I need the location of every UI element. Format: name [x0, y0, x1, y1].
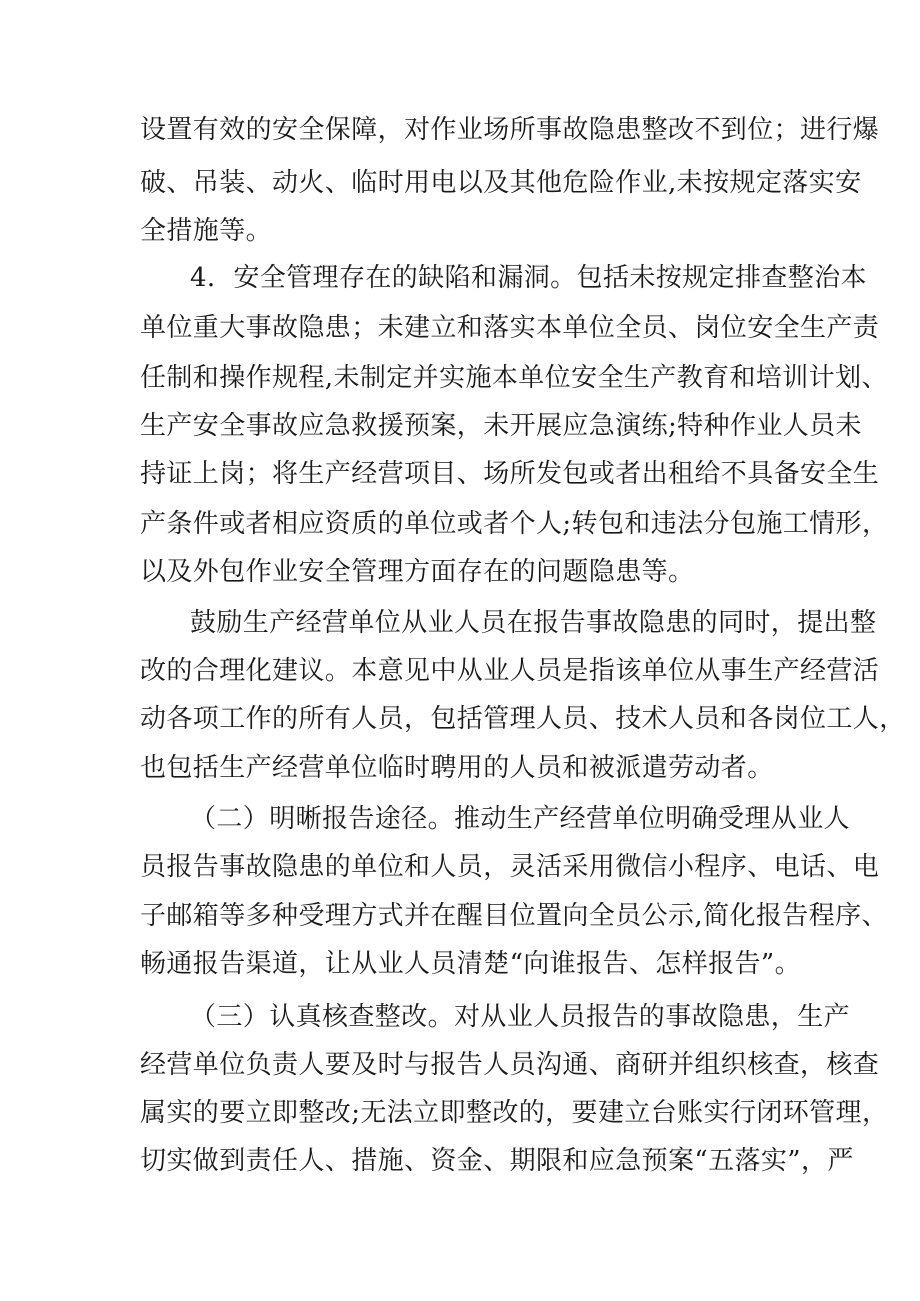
- body-text-line: 属实的要立即整改;无法立即整改的，要建立台账实行闭环管理，: [140, 1098, 889, 1128]
- body-text-line: 持证上岗；将生产经营项目、场所发包或者出租给不具备安全生: [140, 459, 880, 489]
- body-text-line: 改的合理化建议。本意见中从业人员是指该单位从事生产经营活: [140, 656, 880, 686]
- body-text-line: 生产安全事故应急救援预案，未开展应急演练;特种作业人员未: [140, 411, 862, 441]
- body-text-line: 全措施等。: [140, 216, 273, 246]
- body-text-line: 产条件或者相应资质的单位或者个人;转包和违法分包施工情形，: [140, 509, 889, 539]
- body-text-line: 设置有效的安全保障，对作业场所事故隐患整改不到位；进行爆: [140, 115, 880, 145]
- paragraph-start-line: （二）明晰报告途径。推动生产经营单位明确受理从业人: [190, 804, 851, 834]
- body-text-line: 破、吊装、动火、临时用电以及其他危险作业,未按规定落实安: [140, 168, 862, 198]
- body-text-line: 单位重大事故隐患；未建立和落实本单位全员、岗位安全生产责: [140, 313, 880, 343]
- body-text-line: 也包括生产经营单位临时聘用的人员和被派遣劳动者。: [140, 753, 774, 783]
- body-text-line: 子邮箱等多种受理方式并在醒目位置向全员公示,简化报告程序、: [140, 901, 888, 931]
- body-text-line: 切实做到责任人、措施、资金、期限和应急预案“五落实”，严: [140, 1146, 854, 1176]
- body-text-line: 经营单位负责人要及时与报告人员沟通、商研并组织核查，核查: [140, 1050, 880, 1080]
- paragraph-start-line: （三）认真核查整改。对从业人员报告的事故隐患，生产: [190, 1002, 851, 1032]
- body-text-line: 动各项工作的所有人员，包括管理人员、技术人员和各岗位工人，: [140, 704, 906, 734]
- body-text-line: 任制和操作规程,未制定并实施本单位安全生产教育和培训计划、: [140, 363, 888, 393]
- paragraph-start-line: 鼓励生产经营单位从业人员在报告事故隐患的同时，提出整: [190, 608, 877, 638]
- body-text-line: 畅通报告渠道，让从业人员清楚“向谁报告、怎样报告”。: [140, 949, 801, 979]
- body-text-line: 以及外包作业安全管理方面存在的问题隐患等。: [140, 557, 695, 587]
- body-text-line: 员报告事故隐患的单位和人员，灵活采用微信小程序、电话、电: [140, 852, 880, 882]
- paragraph-start-line: 4．安全管理存在的缺陷和漏洞。包括未按规定排查整治本: [190, 263, 867, 293]
